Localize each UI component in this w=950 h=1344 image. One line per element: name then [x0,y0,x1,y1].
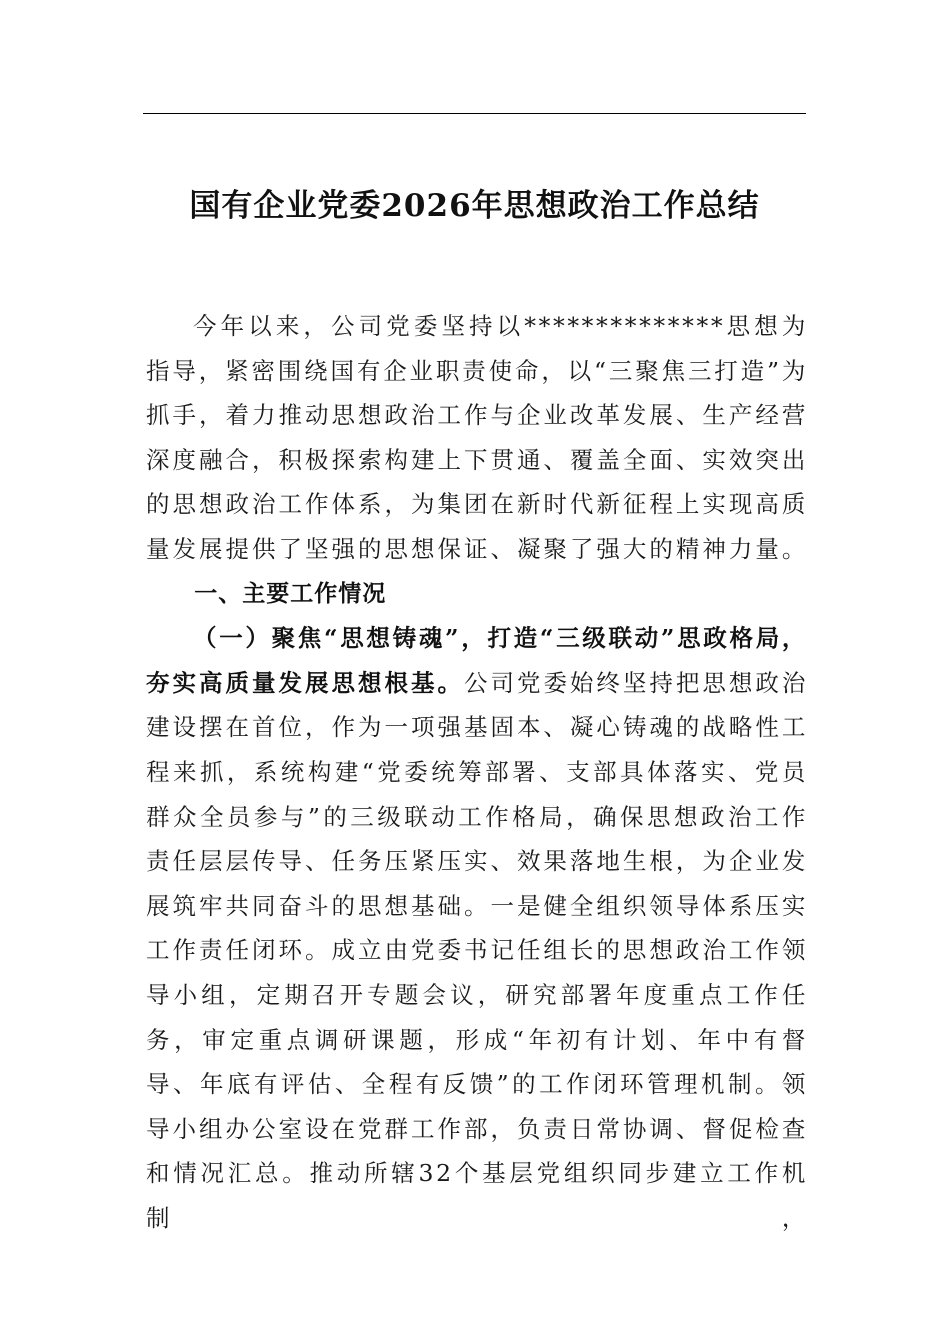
intro-paragraph: 今年以来，公司党委坚持以**************思想为指导，紧密围绕国有企业职责使命，以“三聚焦三打造”为抓手，着力推动思想政治工作与企业改革发展、生产经营深度融合，积极探索构建上下贯通、覆盖全面、实效突出的思想政治工作体系，为集团在新时代新征程上实现高质量发展提供了坚强的思想保证、凝聚了强大的精神力量。 [146,312,808,563]
section-heading: 一、主要工作情况 [194,580,387,607]
header-rule [143,113,806,114]
subsection-body: 公司党委始终坚持把思想政治建设摆在首位，作为一项强基固本、凝心铸魂的战略性工程来抓，系统构建“党委统筹部署、支部具体落实、党员群众全员参与”的三级联动工作格局，确保思想政治工作责任层层传导、任务压紧压实、效果落地生根，为企业发展筑牢共同奋斗的思想基础。一是健全组织领导体系压实工作责任闭环。成立由党委书记任组长的思想政治工作领导小组，定期召开专题会议，研究部署年度重点工作任务，审定重点调研课题，形成“年初有计划、年中有督导、年底有评估、全程有反馈”的工作闭环管理机制。领导小组办公室设在党群工作部，负责日常协调、督促检查和情况汇总。推动所辖32个基层党组织同步建立工作机制， [146,668,808,1232]
document-body [146,304,808,1240]
subsection-lead: （一）聚焦“思想铸魂”，打造“三级联动”思政格局，夯实高质量发展思想根基。 [146,624,808,697]
document-title: 国有企业党委2026年思想政治工作总结 [189,188,760,224]
subsection-paragraph [146,616,808,1240]
